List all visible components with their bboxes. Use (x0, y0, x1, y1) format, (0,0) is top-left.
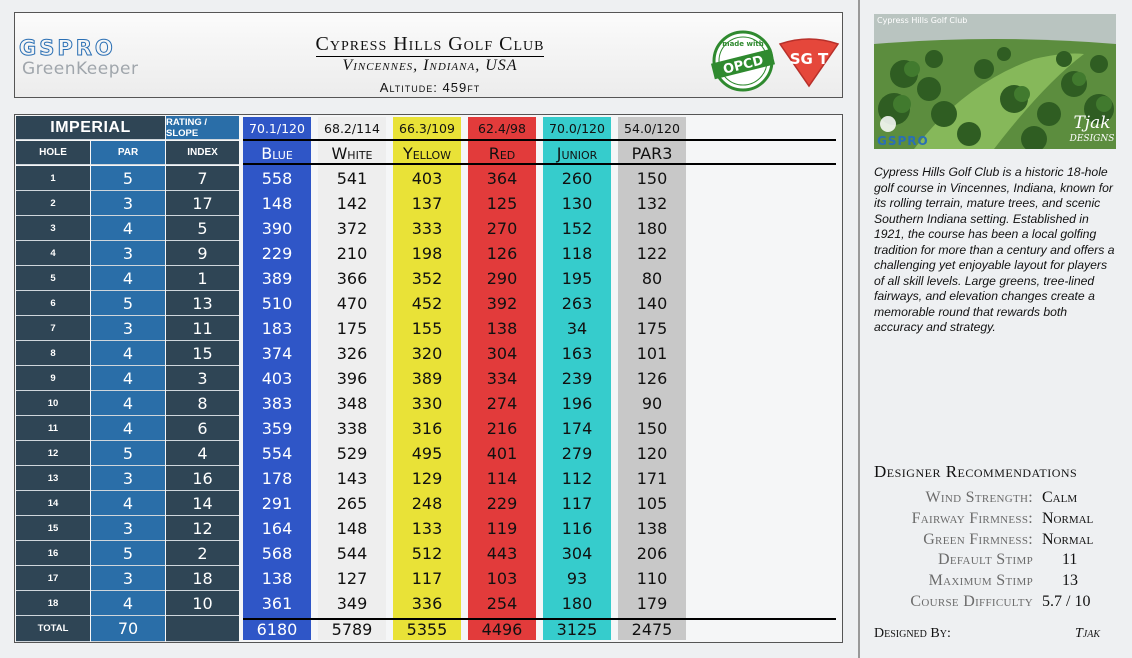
preview-brand: GSPRO (877, 134, 929, 148)
course-altitude: Altitude: 459ft (379, 80, 481, 95)
tee-yardage: 179 (636, 594, 668, 613)
preview-title: Cypress Hills Golf Club (877, 16, 968, 25)
hole-index: 3 (166, 366, 239, 391)
tee-yardage: 103 (486, 569, 518, 588)
recommendation-value: Normal (1042, 509, 1094, 527)
tee-yardage: 316 (411, 419, 443, 438)
hole-number: 5 (16, 266, 90, 291)
tee-rating-white: 68.2/114 (318, 117, 386, 139)
recommendation-label: Wind Strength: (925, 489, 1033, 506)
tee-yardage: 260 (561, 169, 593, 188)
tee-yardage: 152 (561, 219, 593, 238)
hole-par: 5 (91, 441, 165, 466)
tee-yardage: 140 (636, 294, 668, 313)
tee-yardage: 383 (261, 394, 293, 413)
tee-yardage: 180 (561, 594, 593, 613)
tee-yardage: 544 (336, 544, 368, 563)
hole-index: 18 (166, 566, 239, 591)
tee-name-blue: Blue (261, 143, 293, 163)
hole-index: 6 (166, 416, 239, 441)
opcd-top-text: made with (722, 40, 764, 48)
tee-yardage: 304 (486, 344, 518, 363)
tee-yardage: 171 (636, 469, 668, 488)
hole-number: 1 (16, 166, 90, 191)
tee-yardage: 150 (636, 169, 668, 188)
tee-yardage: 443 (486, 544, 518, 563)
hole-number: 14 (16, 491, 90, 516)
tee-yardage: 304 (561, 544, 593, 563)
units-header: IMPERIAL (16, 116, 165, 140)
tee-yardage: 164 (261, 519, 293, 538)
tee-yardage: 452 (411, 294, 443, 313)
hole-index: 16 (166, 466, 239, 491)
recommendation-value: Calm (1042, 489, 1078, 506)
tee-yardage: 396 (336, 369, 368, 388)
recommendation-label: Green Firmness: (923, 530, 1033, 548)
tee-name-yellow: Yellow (402, 143, 452, 163)
course-preview-image (874, 14, 1116, 149)
tee-total-par3: 2475 (631, 619, 673, 639)
hole-number: 13 (16, 466, 90, 491)
hole-number: 17 (16, 566, 90, 591)
tee-yardage: 93 (566, 569, 588, 588)
hole-index: 7 (166, 166, 239, 191)
tee-yardage: 196 (561, 394, 593, 413)
recommendation-label: Course Difficulty (910, 593, 1033, 610)
tee-name-junior: Junior (556, 143, 598, 163)
tee-yardage: 265 (336, 494, 368, 513)
course-description: Cypress Hills Golf Club is a historic 18-hole golf course in Vincennes, Indiana, known for its rolling terrain, mature trees, and scenic Southern Indiana setting. Established in 1921, the course has been a local golfing tradition for more than a century and offers a challenging yet enjoyable layout for players of all skill levels. Large greens, tree-lined fairways, and elevation changes create a memorable round that rewards both accuracy and strategy. (874, 165, 1115, 334)
designer-name: Tjak (1075, 626, 1101, 641)
hole-par: 3 (91, 191, 165, 216)
tee-yardage: 122 (636, 244, 668, 263)
tee-yardage: 270 (486, 219, 518, 238)
tee-yardage: 175 (336, 319, 368, 338)
rating-slope-header: RATING / SLOPE (166, 116, 239, 140)
tee-yardage: 138 (486, 319, 518, 338)
hole-par: 3 (91, 516, 165, 541)
hole-number: 15 (16, 516, 90, 541)
hole-index: 17 (166, 191, 239, 216)
hole-par: 4 (91, 341, 165, 366)
recommendation-value: 11 (1062, 551, 1078, 569)
tee-yardage: 150 (636, 419, 668, 438)
tee-yardage: 403 (261, 369, 293, 388)
tee-yardage: 148 (261, 194, 293, 213)
tee-yardage: 239 (561, 369, 593, 388)
course-title-text: Cypress Hills Golf Club (315, 33, 545, 55)
hole-index: 8 (166, 391, 239, 416)
tee-rating-par3: 54.0/120 (618, 117, 686, 139)
tee-rating-junior: 70.0/120 (543, 117, 611, 139)
recommendations-title: Designer Recommendations (874, 462, 1078, 481)
tee-yardage: 132 (636, 194, 668, 213)
tee-total-blue: 6180 (256, 619, 298, 639)
tee-yardage: 127 (336, 569, 368, 588)
par-header: PAR (91, 141, 165, 165)
hole-header: HOLE (16, 141, 90, 165)
recommendation-value: 13 (1062, 572, 1078, 590)
tee-yardage: 372 (336, 219, 368, 238)
hole-number: 8 (16, 341, 90, 366)
tee-yardage: 130 (561, 194, 593, 213)
tee-yardage: 114 (486, 469, 518, 488)
hole-par: 3 (91, 466, 165, 491)
tee-rating-blue: 70.1/120 (243, 117, 311, 139)
tee-name-white: White (331, 143, 373, 163)
hole-index: 1 (166, 266, 239, 291)
tee-yardage: 210 (336, 244, 368, 263)
table-rule (243, 618, 836, 620)
recommendation-label: Maximum Stimp (928, 572, 1033, 590)
tee-yardage: 34 (566, 319, 588, 338)
hole-number: 9 (16, 366, 90, 391)
tee-yardage: 125 (486, 194, 518, 213)
tee-total-yellow: 5355 (406, 619, 448, 639)
tee-yardage: 112 (561, 469, 593, 488)
tee-yardage: 338 (336, 419, 368, 438)
hole-index: 2 (166, 541, 239, 566)
hole-par: 4 (91, 266, 165, 291)
hole-number: 6 (16, 291, 90, 316)
tee-name-par3: PAR3 (631, 143, 673, 163)
tee-yardage: 175 (636, 319, 668, 338)
tee-yardage: 118 (561, 244, 593, 263)
hole-index: 11 (166, 316, 239, 341)
hole-number: 16 (16, 541, 90, 566)
table-rule (243, 139, 836, 141)
hole-index: 12 (166, 516, 239, 541)
course-location: Vincennes, Indiana, USA (342, 57, 518, 74)
tee-yardage: 279 (561, 444, 593, 463)
hole-index: 14 (166, 491, 239, 516)
tee-yardage: 180 (636, 219, 668, 238)
tee-total-red: 4496 (481, 619, 523, 639)
tee-name-red: Red (488, 143, 516, 163)
tee-yardage: 143 (336, 469, 368, 488)
hole-number: 12 (16, 441, 90, 466)
tee-yardage: 389 (261, 269, 293, 288)
tee-yardage: 198 (411, 244, 443, 263)
tee-yardage: 389 (411, 369, 443, 388)
hole-par: 4 (91, 591, 165, 616)
total-par: 70 (91, 616, 165, 642)
hole-number: 18 (16, 591, 90, 616)
preview-designer: Tjak (1073, 113, 1111, 133)
tee-yardage: 174 (561, 419, 593, 438)
hole-number: 4 (16, 241, 90, 266)
total-label: TOTAL (16, 616, 90, 642)
tee-yardage: 568 (261, 544, 293, 563)
hole-par: 4 (91, 491, 165, 516)
tee-yardage: 349 (336, 594, 368, 613)
tee-yardage: 133 (411, 519, 443, 538)
tee-yardage: 512 (411, 544, 443, 563)
hole-number: 3 (16, 216, 90, 241)
tee-total-white: 5789 (331, 619, 373, 639)
tee-yardage: 116 (561, 519, 593, 538)
tee-yardage: 126 (486, 244, 518, 263)
tee-yardage: 495 (411, 444, 443, 463)
tee-yardage: 403 (411, 169, 443, 188)
tee-yardage: 333 (411, 219, 443, 238)
tee-yardage: 291 (261, 494, 293, 513)
hole-par: 3 (91, 566, 165, 591)
tee-yardage: 320 (411, 344, 443, 363)
tee-yardage: 364 (486, 169, 518, 188)
tee-yardage: 142 (336, 194, 368, 213)
tee-yardage: 263 (561, 294, 593, 313)
tee-yardage: 138 (636, 519, 668, 538)
tee-rating-red: 62.4/98 (468, 117, 536, 139)
table-rule (243, 163, 836, 165)
tee-yardage: 326 (336, 344, 368, 363)
index-header: INDEX (166, 141, 239, 165)
hole-par: 5 (91, 541, 165, 566)
tee-yardage: 148 (336, 519, 368, 538)
tee-rating-yellow: 66.3/109 (393, 117, 461, 139)
tee-yardage: 216 (486, 419, 518, 438)
tee-yardage: 126 (636, 369, 668, 388)
tee-yardage: 392 (486, 294, 518, 313)
recommendation-label: Default Stimp (938, 551, 1033, 569)
tee-yardage: 117 (561, 494, 593, 513)
tee-yardage: 229 (486, 494, 518, 513)
tee-yardage: 390 (261, 219, 293, 238)
tee-yardage: 90 (641, 394, 663, 413)
hole-par: 4 (91, 366, 165, 391)
tee-yardage: 254 (486, 594, 518, 613)
hole-index: 13 (166, 291, 239, 316)
hole-par: 5 (91, 291, 165, 316)
tee-yardage: 401 (486, 444, 518, 463)
tee-yardage: 120 (636, 444, 668, 463)
hole-number: 10 (16, 391, 90, 416)
sgt-text: SG T (789, 50, 829, 68)
hole-number: 2 (16, 191, 90, 216)
hole-par: 4 (91, 416, 165, 441)
tee-yardage: 470 (336, 294, 368, 313)
tee-yardage: 195 (561, 269, 593, 288)
tee-yardage: 330 (411, 394, 443, 413)
total-index-blank (166, 616, 239, 642)
tee-yardage: 105 (636, 494, 668, 513)
tee-yardage: 529 (336, 444, 368, 463)
tee-yardage: 80 (641, 269, 663, 288)
tee-yardage: 229 (261, 244, 293, 263)
opcd-text: OPCD (721, 53, 766, 78)
hole-par: 3 (91, 316, 165, 341)
hole-index: 4 (166, 441, 239, 466)
recommendation-label: Fairway Firmness: (911, 509, 1033, 527)
hole-par: 4 (91, 391, 165, 416)
tee-yardage: 361 (261, 594, 293, 613)
hole-number: 7 (16, 316, 90, 341)
tee-yardage: 554 (261, 444, 293, 463)
tee-yardage: 510 (261, 294, 293, 313)
tee-total-junior: 3125 (556, 619, 598, 639)
hole-index: 9 (166, 241, 239, 266)
tee-yardage: 163 (561, 344, 593, 363)
tee-yardage: 206 (636, 544, 668, 563)
hole-number: 11 (16, 416, 90, 441)
recommendation-value: Normal (1042, 530, 1094, 548)
tee-yardage: 336 (411, 594, 443, 613)
tee-yardage: 137 (411, 194, 443, 213)
tee-yardage: 558 (261, 169, 293, 188)
preview-designs: DESIGNS (1069, 134, 1115, 144)
hole-par: 3 (91, 241, 165, 266)
tee-yardage: 178 (261, 469, 293, 488)
tee-yardage: 129 (411, 469, 443, 488)
hole-par: 5 (91, 166, 165, 191)
designed-by-label: Designed By: (874, 626, 951, 641)
hole-index: 15 (166, 341, 239, 366)
tee-yardage: 110 (636, 569, 668, 588)
tee-yardage: 101 (636, 344, 668, 363)
greenkeeper-logo: GreenKeeper (22, 59, 139, 79)
hole-par: 4 (91, 216, 165, 241)
tee-yardage: 138 (261, 569, 293, 588)
hole-index: 5 (166, 216, 239, 241)
tee-yardage: 248 (411, 494, 443, 513)
tee-yardage: 274 (486, 394, 518, 413)
hole-index: 10 (166, 591, 239, 616)
tee-yardage: 334 (486, 369, 518, 388)
tee-yardage: 352 (411, 269, 443, 288)
tee-yardage: 374 (261, 344, 293, 363)
panel-divider (858, 0, 860, 658)
tee-yardage: 348 (336, 394, 368, 413)
recommendation-value: 5.7 / 10 (1042, 593, 1091, 610)
tee-yardage: 541 (336, 169, 368, 188)
tee-yardage: 290 (486, 269, 518, 288)
tee-yardage: 359 (261, 419, 293, 438)
tee-yardage: 119 (486, 519, 518, 538)
tee-yardage: 183 (261, 319, 293, 338)
gspro-logo: GSPRO (19, 36, 116, 60)
tee-yardage: 366 (336, 269, 368, 288)
tee-yardage: 117 (411, 569, 443, 588)
tee-yardage: 155 (411, 319, 443, 338)
